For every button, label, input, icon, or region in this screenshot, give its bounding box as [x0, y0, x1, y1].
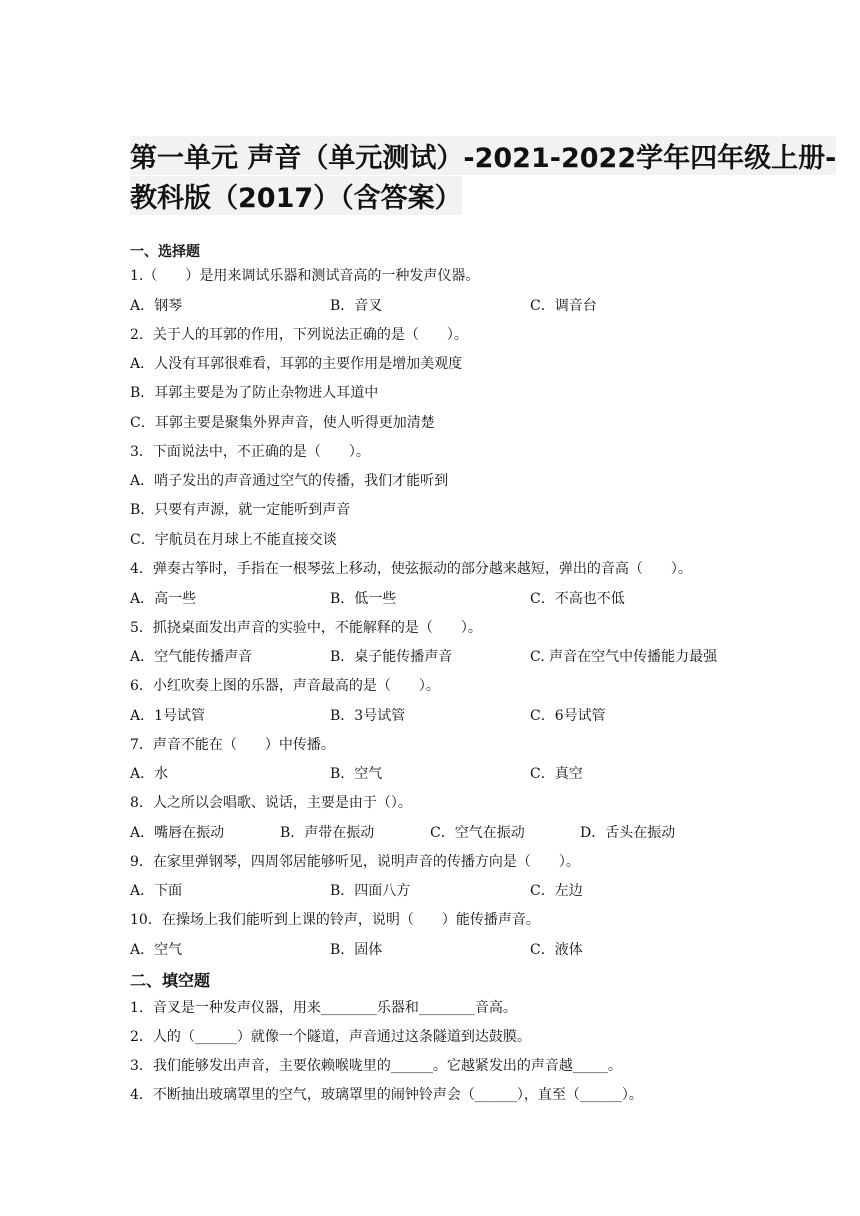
question-3: 3．下面说法中，不正确的是（ ）。 [130, 444, 370, 460]
option-8b: B．声带在振动 [280, 825, 375, 841]
option-10c: C．液体 [530, 942, 583, 958]
question-6: 6．小红吹奏上图的乐器，声音最高的是（ ）。 [130, 678, 440, 694]
option-8c: C．空气在振动 [430, 825, 525, 841]
question-7: 7．声音不能在（ ）中传播。 [130, 737, 335, 753]
fill-question-2: 2．人的（______）就像一个隧道，声音通过这条隧道到达鼓膜。 [130, 1029, 531, 1045]
question-1: 1.（ ）是用来调试乐器和测试音高的一种发声仪器。 [130, 268, 480, 284]
document-title-line-2: 教科版（2017）（含答案） [130, 176, 462, 215]
option-7a: A．水 [130, 766, 169, 782]
option-10b: B．固体 [330, 942, 383, 958]
option-6b: B．3号试管 [330, 708, 406, 724]
option-3a: A．哨子发出的声音通过空气的传播，我们才能听到 [130, 473, 449, 489]
document-title-line-1: 第一单元 声音（单元测试）-2021-2022学年四年级上册- [130, 136, 836, 175]
fill-question-1: 1．音叉是一种发声仪器，用来________乐器和________音高。 [130, 1000, 517, 1016]
option-7b: B．空气 [330, 766, 383, 782]
option-1c: C．调音台 [530, 298, 597, 314]
option-2b: B．耳郭主要是为了防止杂物进人耳道中 [130, 385, 379, 401]
option-1b: B．音叉 [330, 298, 383, 314]
option-6c: C．6号试管 [530, 708, 606, 724]
question-5: 5．抓挠桌面发出声音的实验中，不能解释的是（ ）。 [130, 620, 482, 636]
question-4: 4．弹奏古筝时，手指在一根琴弦上移动，使弦振动的部分越来越短，弹出的音高（ ）。 [130, 561, 692, 577]
option-5b: B．桌子能传播声音 [330, 649, 453, 665]
section-heading-fill: 二、填空题 [130, 971, 211, 990]
option-8d: D．舌头在振动 [580, 825, 676, 841]
question-9: 9．在家里弹钢琴，四周邻居能够听见，说明声音的传播方向是（ ）。 [130, 854, 580, 870]
option-2a: A．人没有耳郭很难看，耳郭的主要作用是增加美观度 [130, 356, 463, 372]
option-3c: C．宇航员在月球上不能直接交谈 [130, 532, 337, 548]
question-8: 8．人之所以会唱歌、说话，主要是由于（）。 [130, 795, 412, 811]
fill-question-4: 4．不断抽出玻璃罩里的空气，玻璃罩里的闹钟铃声会（______），直至（______）。 [130, 1087, 643, 1103]
option-1a: A．钢琴 [130, 298, 183, 314]
option-5a: A．空气能传播声音 [130, 649, 253, 665]
option-3b: B．只要有声源，就一定能听到声音 [130, 502, 351, 518]
option-9b: B．四面八方 [330, 883, 411, 899]
question-10: 10．在操场上我们能听到上课的铃声，说明（ ）能传播声音。 [130, 912, 540, 928]
option-9a: A．下面 [130, 883, 183, 899]
option-6a: A．1号试管 [130, 708, 206, 724]
option-2c: C．耳郭主要是聚集外界声音，使人听得更加清楚 [130, 415, 435, 431]
option-9c: C．左边 [530, 883, 583, 899]
question-2: 2．关于人的耳郭的作用，下列说法正确的是（ ）。 [130, 327, 468, 343]
option-7c: C．真空 [530, 766, 583, 782]
option-8a: A．嘴唇在振动 [130, 825, 225, 841]
option-4a: A．高一些 [130, 591, 197, 607]
fill-question-3: 3．我们能够发出声音，主要依赖喉咙里的______。它越紧发出的声音越_____。 [130, 1058, 622, 1074]
option-4c: C．不高也不低 [530, 591, 625, 607]
option-5c: C. 声音在空气中传播能力最强 [530, 649, 718, 665]
option-4b: B．低一些 [330, 591, 397, 607]
section-heading-choice: 一、选择题 [130, 244, 200, 260]
option-10a: A．空气 [130, 942, 183, 958]
